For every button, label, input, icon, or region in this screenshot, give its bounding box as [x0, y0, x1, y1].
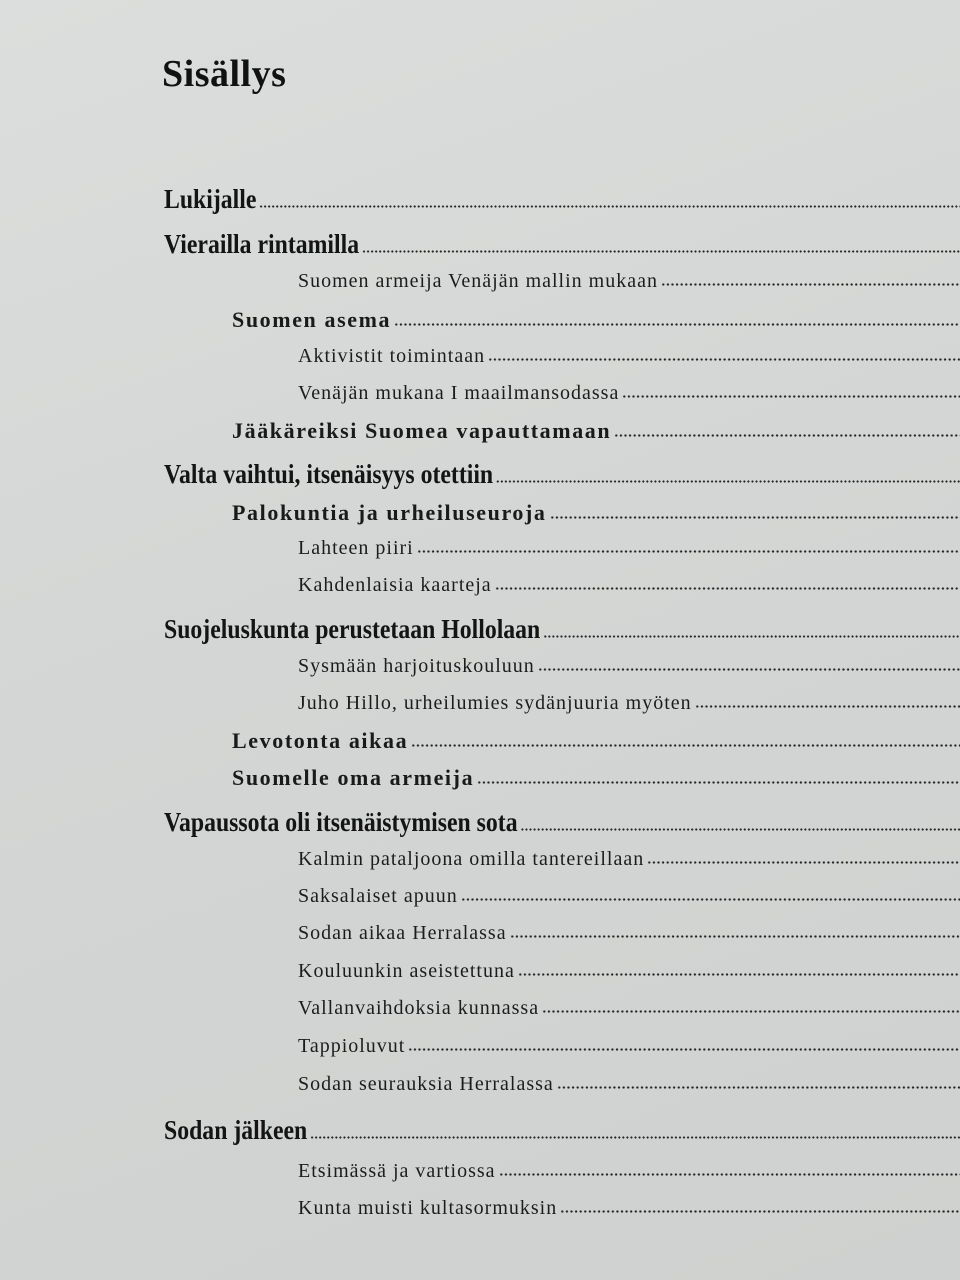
toc-entry — [164, 229, 960, 260]
toc-entry — [298, 655, 960, 678]
toc-entry-text: Etsimässä ja vartiossa — [298, 1160, 496, 1182]
toc-entry-text: Kouluunkin aseistettuna — [298, 960, 515, 982]
toc-entry-text: Palokuntia ja urheiluseuroja — [232, 500, 547, 525]
toc-entry — [298, 345, 960, 368]
toc-entry — [298, 537, 960, 560]
toc-entry-text: Vierailla rintamilla — [164, 229, 360, 259]
dot-leader — [496, 480, 960, 483]
toc-entry-text: Sodan seurauksia Herralassa — [298, 1073, 554, 1095]
dot-leader — [477, 781, 960, 784]
toc-entry — [232, 307, 960, 333]
toc-entry-text: Vallanvaihdoksia kunnassa — [298, 997, 540, 1019]
toc-entry — [298, 1197, 960, 1220]
dot-leader — [647, 861, 960, 864]
toc-entry — [164, 459, 960, 490]
toc-entry — [164, 614, 960, 645]
toc-entry-text: Levotonta aikaa — [232, 728, 409, 753]
dot-leader — [542, 1010, 960, 1013]
toc-entry-text: Lahteen piiri — [298, 537, 414, 559]
dot-leader — [417, 550, 960, 553]
toc-entry — [298, 270, 960, 293]
toc-entry-text: Suojeluskunta perustetaan Hollolaan — [164, 614, 541, 644]
toc-entry-text: Valta vaihtui, itsenäisyys otettiin — [164, 459, 494, 489]
dot-leader — [510, 935, 960, 938]
toc-entry — [298, 574, 960, 597]
toc-entry — [164, 1115, 960, 1146]
dot-leader — [499, 1173, 960, 1176]
toc-entry-text: Sysmään harjoituskouluun — [298, 655, 535, 677]
dot-leader — [557, 1086, 960, 1089]
toc-entry-text: Sodan aikaa Herralassa — [298, 922, 507, 944]
toc-entry — [164, 184, 960, 215]
dot-leader — [259, 205, 960, 208]
toc-entry-text: Kunta muisti kultasormuksin — [298, 1197, 558, 1219]
dot-leader — [310, 1136, 960, 1139]
dot-leader — [614, 434, 960, 437]
toc-entry — [232, 728, 960, 754]
toc-entry-text: Kahdenlaisia kaarteja — [298, 574, 492, 596]
dot-leader — [518, 973, 960, 976]
toc-entry — [298, 692, 960, 715]
toc-entry — [298, 848, 960, 871]
toc-entry — [298, 885, 960, 908]
toc-entry-text: Jääkäreiksi Suomea vapauttamaan — [232, 418, 612, 443]
toc-entry-text: Aktivistit toimintaan — [298, 345, 486, 367]
toc-entry — [298, 382, 960, 405]
toc-entry-text: Vapaussota oli itsenäistymisen sota — [164, 807, 518, 837]
toc-entry — [232, 500, 960, 526]
dot-leader — [543, 635, 960, 638]
toc-entry — [232, 418, 960, 444]
page-title: Sisällys — [162, 53, 287, 95]
toc-entry-text: Suomen armeija Venäjän mallin mukaan — [298, 270, 658, 292]
dot-leader — [362, 250, 960, 253]
dot-leader — [394, 323, 960, 326]
dot-leader — [408, 1048, 960, 1051]
toc-entry — [298, 960, 960, 983]
dot-leader — [695, 705, 960, 708]
dot-leader — [560, 1210, 960, 1213]
dot-leader — [550, 516, 960, 519]
toc-entry-text: Venäjän mukana I maailmansodassa — [298, 382, 620, 404]
toc-entry — [232, 765, 960, 791]
toc-entry-text: Suomen asema — [232, 307, 392, 332]
dot-leader — [495, 587, 960, 590]
toc-entry-text: Juho Hillo, urheilumies sydänjuuria myöten — [298, 692, 692, 714]
toc-entry-text: Saksalaiset apuun — [298, 885, 458, 907]
dot-leader — [538, 668, 960, 671]
toc-entry-text: Suomelle oma armeija — [232, 765, 475, 790]
toc-entry — [298, 922, 960, 945]
toc-entry — [298, 1160, 960, 1183]
toc-entry — [298, 1035, 960, 1058]
toc-entry — [298, 997, 960, 1020]
dot-leader — [520, 828, 960, 831]
dot-leader — [661, 283, 960, 286]
dot-leader — [622, 395, 960, 398]
toc-entry-text: Lukijalle — [164, 184, 257, 214]
toc-entry — [298, 1073, 960, 1096]
dot-leader — [461, 898, 960, 901]
toc-entry-text: Tappioluvut — [298, 1035, 406, 1057]
toc-entry-text: Kalmin pataljoona omilla tantereillaan — [298, 848, 645, 870]
dot-leader — [488, 358, 960, 361]
dot-leader — [411, 744, 960, 747]
toc-entry — [164, 807, 960, 838]
toc-entry-text: Sodan jälkeen — [164, 1115, 308, 1145]
